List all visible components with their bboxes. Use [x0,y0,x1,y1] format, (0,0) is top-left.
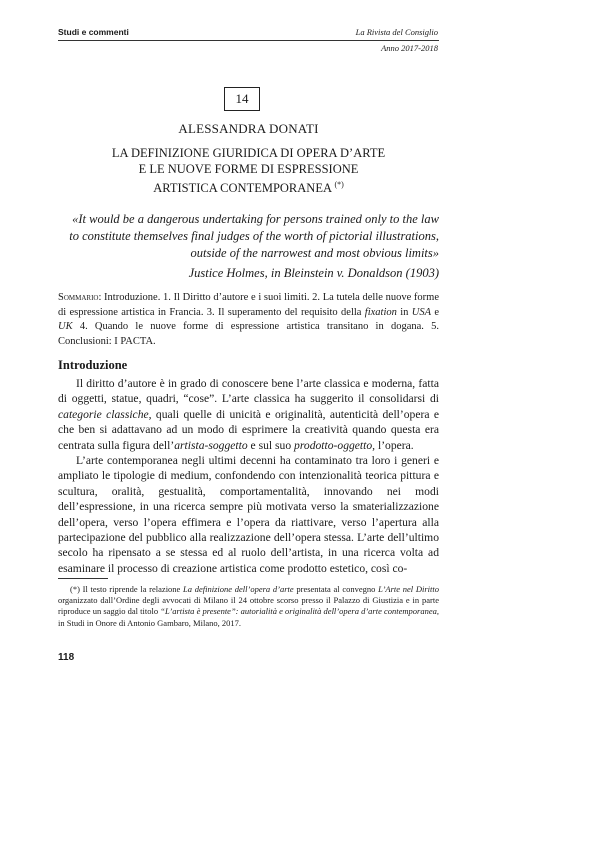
epigraph-line-2: to constitute themselves final judges of the worth of pictorial illustrations, [69,229,439,243]
title-footnote-mark: (*) [334,180,344,189]
footnote-divider [58,578,108,579]
title-line-3: ARTISTICA CONTEMPORANEA (*) [153,180,344,196]
section-heading: Introduzione [58,358,128,372]
running-header-year: Anno 2017-2018 [381,43,438,53]
epigraph-source: Justice Holmes, in Bleinstein v. Donaldson (1903) [188,266,439,280]
body-text [58,376,439,576]
paragraph-2: L’arte contemporanea negli ultimi decenni ha contaminato tra loro i generi e ampliato le tipologie di medium, confondendo con intenzionalità teorica pittura e scultura, oralità, gestualità, comportamentalità, innovando nei modi dell’espressione, in una ricerca sempre più motivata verso la smaterializzazione dell’opera, verso l’opera effimera e l’opera da riattivare, verso l’apertura alla partecipazione del pubblico alla realizzazione dell’opera stessa. L’arte dell’ultimo secolo ha ripensato a se stessa ed al ruolo dell’artista, in una ricerca volta ad esaminare il processo di creazione artistica come prodotto estetico, così co- [58,454,439,575]
header-divider [58,40,439,41]
footnote: (*) Il testo riprende la relazione La definizione dell’opera d’arte presentata al convegno L’Arte nel Diritto organizzato dall’Ordine degli avvocati di Milano il 24 ottobre scorso presso il Palazzo di Giustizia e in parte riproduce un saggio dal titolo “L’artista è presente”: autorialità e originalità dell’opera d’arte contemporanea, in Studi in Onore di Antonio Gambaro, Milano, 2017. [58,584,439,628]
epigraph [58,211,439,282]
epigraph-line-3: outside of the narrowest and most obvious limits» [190,246,439,260]
title-line-2: E LE NUOVE FORME DI ESPRESSIONE [138,161,359,176]
page-number: 118 [58,652,75,663]
epigraph-line-1: «It would be a dangerous undertaking for persons trained only to the law [72,212,439,226]
title-line-1: LA DEFINIZIONE GIURIDICA DI OPERA D’ARTE [111,146,386,160]
running-header-section: Studi e commenti [58,27,129,37]
paragraph-1: Il diritto d’autore è in grado di conoscere bene l’arte classica e moderna, fatta di oggetti, statue, quadri, “cose”. L’arte classica ha suggerito il consolidarsi di categorie classiche, quali quelle di unicità e originalità, autenticità dell’opera e che ben si adattavano ad un modo di esprimere la creatività quando questa era centrata sulla figura dell’artista-soggetto e sul suo prodotto-oggetto, l’opera. [58,377,439,452]
article-title [58,146,439,197]
running-header-journal: La Rivista del Consiglio [355,27,438,37]
summary-label: Sommario: [58,292,102,303]
table-of-contents-summary: Sommario: Introduzione. 1. Il Diritto d’autore e i suoi limiti. 2. La tutela delle nuove forme di espressione artistica in Francia. 3. Il superamento del requisito della fixation in USA e UK 4. Quando le nuove forme di espressione artistica transitano in dogana. 5. Conclusioni: I PACTA. [58,292,439,347]
chapter-number-box: 14 [224,87,260,111]
author-name: ALESSANDRA DONATI [178,121,319,136]
